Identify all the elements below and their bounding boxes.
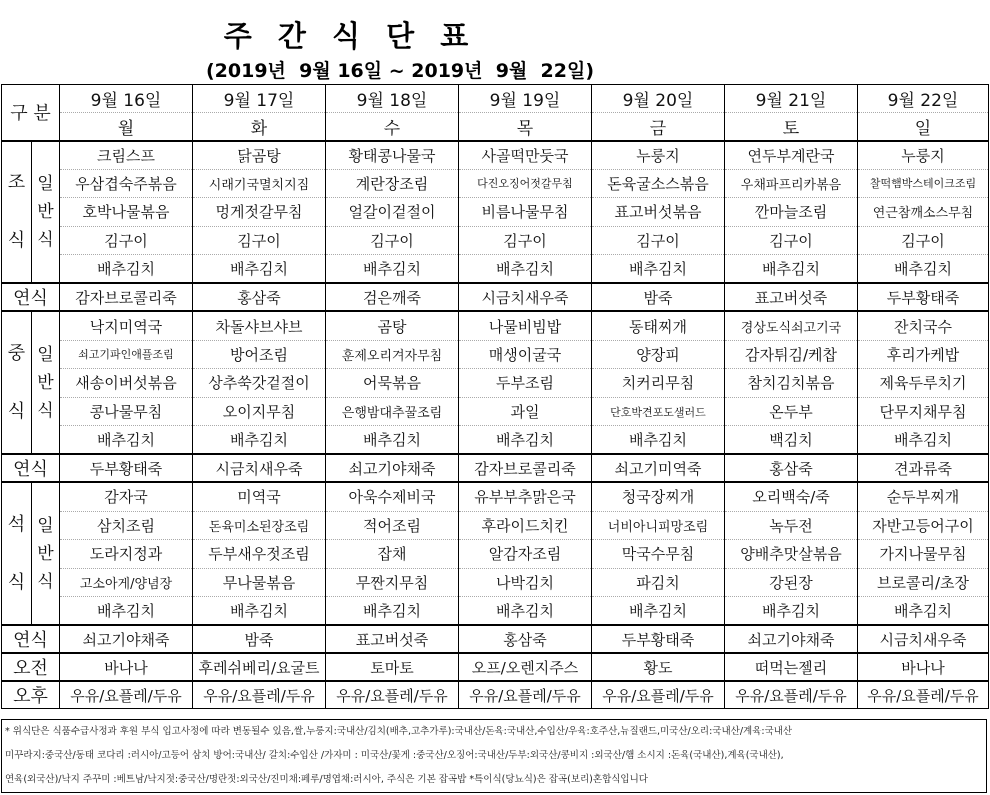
menu-item: 깐마늘조림 [725,198,858,227]
menu-item: 두부새우젓조림 [193,540,326,569]
menu-item: 파김치 [592,568,725,597]
meal-label-char: 식 [7,400,26,422]
menu-item: 차돌샤브샤브 [193,311,326,340]
porridge-item: 쇠고기야채죽 [725,625,858,653]
day-date: 9월 21일 [725,85,858,113]
porridge-item: 두부황태죽 [592,625,725,653]
menu-item: 단호박견포도샐러드 [592,397,725,426]
menu-item: 우채파프리카볶음 [725,169,858,198]
meal-label-lunch [2,311,32,454]
porridge-item: 홍삼죽 [459,625,592,653]
menu-item: 우삼겹숙주볶음 [60,169,193,198]
meal-label-char: 식 [7,571,26,593]
menu-item: 배추김치 [858,597,989,626]
menu-item: 배추김치 [592,426,725,455]
porridge-item: 두부황태죽 [60,454,193,482]
menu-item: 감자튀김/케찹 [725,340,858,369]
menu-item: 배추김치 [592,255,725,284]
menu-item: 자반고등어구이 [858,511,989,540]
menu-item: 누룽지 [858,141,989,170]
snack-item: 우유/요플레/두유 [60,681,193,709]
menu-item: 호박나물볶음 [60,198,193,227]
page-title: 주 간 식 단 표 [223,19,477,53]
snack-item: 우유/요플레/두유 [592,681,725,709]
menu-item: 배추김치 [459,597,592,626]
menu-item: 미역국 [193,482,326,511]
general-diet-text: 일반식 [37,344,54,421]
menu-item: 무나물볶음 [193,568,326,597]
snack-item: 황도 [592,653,725,681]
menu-item: 김구이 [193,226,326,255]
menu-item: 강된장 [725,568,858,597]
menu-item: 어묵볶음 [326,369,459,398]
menu-item: 찰떡햄박스테이크조림 [858,169,989,198]
day-date: 9월 20일 [592,85,725,113]
menu-item: 낙지미역국 [60,311,193,340]
menu-item: 멍게젓갈무침 [193,198,326,227]
menu-item: 배추김치 [459,255,592,284]
menu-item: 잡채 [326,540,459,569]
menu-item: 배추김치 [592,597,725,626]
menu-item: 참치김치볶음 [725,369,858,398]
menu-item: 잔치국수 [858,311,989,340]
day-date: 9월 19일 [459,85,592,113]
porridge-label: 연식 [2,283,60,311]
snack-item: 우유/요플레/두유 [725,681,858,709]
general-diet-text: 일반식 [37,173,54,250]
porridge-label: 연식 [2,625,60,653]
menu-item: 얼갈이겉절이 [326,198,459,227]
porridge-item: 홍삼죽 [193,283,326,311]
menu-item: 두부조림 [459,369,592,398]
menu-item: 방어조림 [193,340,326,369]
menu-item: 쇠고기파인애플조림 [60,340,193,369]
menu-item: 다진오징어젓갈무침 [459,169,592,198]
menu-item: 배추김치 [858,426,989,455]
menu-item: 알감자조림 [459,540,592,569]
menu-item: 고소아게/양념장 [60,568,193,597]
day-date: 9월 18일 [326,85,459,113]
general-diet-label [32,482,60,625]
meal-label-char: 식 [7,229,26,251]
menu-item: 배추김치 [193,426,326,455]
day-of-week: 금 [592,113,725,141]
snack-item: 우유/요플레/두유 [459,681,592,709]
menu-item: 순두부찌개 [858,482,989,511]
menu-item: 후리가케밥 [858,340,989,369]
menu-item: 막국수무침 [592,540,725,569]
menu-item: 곰탕 [326,311,459,340]
menu-item: 훈제오리겨자무침 [326,340,459,369]
menu-item: 제육두루치기 [858,369,989,398]
menu-item: 배추김치 [60,426,193,455]
snack-item: 후레쉬베리/요굴트 [193,653,326,681]
menu-item: 삼치조림 [60,511,193,540]
menu-item: 사골떡만둣국 [459,141,592,170]
menu-item: 감자국 [60,482,193,511]
menu-item: 비름나물무침 [459,198,592,227]
menu-item: 단무지채무침 [858,397,989,426]
menu-item: 오리백숙/죽 [725,482,858,511]
menu-item: 김구이 [60,226,193,255]
menu-item: 적어조림 [326,511,459,540]
menu-item: 상추쑥갓겉절이 [193,369,326,398]
menu-item: 과일 [459,397,592,426]
day-of-week: 월 [60,113,193,141]
menu-item: 누룽지 [592,141,725,170]
meal-label-breakfast [2,141,32,284]
menu-item: 김구이 [459,226,592,255]
menu-item: 배추김치 [858,255,989,284]
menu-item: 매생이굴국 [459,340,592,369]
snack-item: 바나나 [858,653,989,681]
menu-item: 청국장찌개 [592,482,725,511]
menu-item: 나물비빔밥 [459,311,592,340]
general-diet-text: 일반식 [37,515,54,592]
menu-item: 양장피 [592,340,725,369]
porridge-item: 시금치새우죽 [193,454,326,482]
menu-item: 황태콩나물국 [326,141,459,170]
menu-item: 배추김치 [326,426,459,455]
footnote-line: 미꾸라지:중국산/동태 코다리 :러시아/고등어 삼치 방어:국내산/ 갈치:수입산 /가자미 : 미국산/꽃게 :중국산/오징어:국내산/두부:외국산/콩비지 :외국산/햄 소시지 :돈육(국내산),계육(국내산), [5,750,784,761]
footnote-line: 연육(외국산)/낙지 주꾸미 :베트남/낙지젓:중국산/명란젓:외국산/진미채:페루/명엽채:러시아, 주식은 기본 잡곡밥 *특이식(당뇨식)은 잡곡(보리)혼합식입니다 [5,774,648,785]
meal-label-char: 조 [7,171,26,193]
menu-item: 표고버섯볶음 [592,198,725,227]
snack-item: 바나나 [60,653,193,681]
menu-item: 아욱수제비국 [326,482,459,511]
porridge-item: 쇠고기미역죽 [592,454,725,482]
porridge-item: 감자브로콜리죽 [459,454,592,482]
snack-item: 우유/요플레/두유 [858,681,989,709]
menu-item: 크림스프 [60,141,193,170]
menu-item: 새송이버섯볶음 [60,369,193,398]
day-of-week: 목 [459,113,592,141]
menu-item: 경상도식쇠고기국 [725,311,858,340]
menu-item: 배추김치 [326,597,459,626]
day-of-week: 화 [193,113,326,141]
menu-item: 배추김치 [459,426,592,455]
menu-item: 온두부 [725,397,858,426]
general-diet-label [32,141,60,284]
menu-item: 가지나물무침 [858,540,989,569]
menu-item: 계란장조림 [326,169,459,198]
menu-item: 녹두전 [725,511,858,540]
menu-item: 배추김치 [193,255,326,284]
snack-item: 오프/오렌지주스 [459,653,592,681]
date-range: (2019년 9월 16일 ~ 2019년 9월 22일) [205,60,595,82]
menu-item: 시래기국멸치지짐 [193,169,326,198]
porridge-item: 감자브로콜리죽 [60,283,193,311]
porridge-item: 홍삼죽 [725,454,858,482]
porridge-item: 밤죽 [193,625,326,653]
porridge-item: 검은깨죽 [326,283,459,311]
menu-item: 돈육미소된장조림 [193,511,326,540]
menu-item: 연근참깨소스무침 [858,198,989,227]
menu-item: 브로콜리/초장 [858,568,989,597]
footnote-line: * 위식단은 식품수급사정과 후원 부식 입고사정에 따라 변동될수 있음,쌀,누룽지:국내산/김치(배추,고추가루):국내산/돈육:국내산,수입산/우육:호주산,뉴질랜드,미국산/오리:국내산/계육:국내산 [5,726,793,737]
day-of-week: 토 [725,113,858,141]
porridge-item: 두부황태죽 [858,283,989,311]
menu-item: 무짠지무침 [326,568,459,597]
menu-item: 김구이 [725,226,858,255]
menu-item: 치커리무침 [592,369,725,398]
porridge-item: 표고버섯죽 [725,283,858,311]
porridge-item: 시금치새우죽 [459,283,592,311]
porridge-item: 시금치새우죽 [858,625,989,653]
day-of-week: 수 [326,113,459,141]
porridge-item: 밤죽 [592,283,725,311]
menu-item: 도라지정과 [60,540,193,569]
menu-item: 김구이 [592,226,725,255]
menu-item: 배추김치 [60,597,193,626]
day-date: 9월 17일 [193,85,326,113]
menu-table [1,84,989,709]
snack-item: 떠먹는젤리 [725,653,858,681]
menu-item: 김구이 [858,226,989,255]
porridge-item: 쇠고기야채죽 [60,625,193,653]
snack-label: 오전 [2,653,60,681]
menu-item: 은행밤대추꿀조림 [326,397,459,426]
menu-item: 닭곰탕 [193,141,326,170]
menu-item: 오이지무침 [193,397,326,426]
menu-item: 배추김치 [326,255,459,284]
menu-item: 유부부추맑은국 [459,482,592,511]
menu-item: 나박김치 [459,568,592,597]
menu-item: 돈육굴소스볶음 [592,169,725,198]
menu-item: 콩나물무침 [60,397,193,426]
footnote [1,719,987,793]
day-of-week: 일 [858,113,989,141]
porridge-label: 연식 [2,454,60,482]
meal-label-char: 석 [7,513,26,535]
menu-item: 양배추맛살볶음 [725,540,858,569]
snack-item: 토마토 [326,653,459,681]
snack-label: 오후 [2,681,60,709]
menu-item: 동태찌개 [592,311,725,340]
snack-item: 우유/요플레/두유 [193,681,326,709]
day-date: 9월 22일 [858,85,989,113]
porridge-item: 견과류죽 [858,454,989,482]
snack-item: 우유/요플레/두유 [326,681,459,709]
menu-item: 연두부계란국 [725,141,858,170]
menu-item: 김구이 [326,226,459,255]
porridge-item: 표고버섯죽 [326,625,459,653]
meal-label-dinner [2,482,32,625]
menu-item: 너비아니피망조림 [592,511,725,540]
menu-item: 후라이드치킨 [459,511,592,540]
menu-item: 백김치 [725,426,858,455]
porridge-item: 쇠고기야채죽 [326,454,459,482]
day-date: 9월 16일 [60,85,193,113]
menu-item: 배추김치 [60,255,193,284]
general-diet-label [32,311,60,454]
menu-item: 배추김치 [193,597,326,626]
menu-item: 배추김치 [725,597,858,626]
meal-label-char: 중 [7,342,26,364]
gubun-header: 구 분 [2,85,60,141]
menu-item: 배추김치 [725,255,858,284]
